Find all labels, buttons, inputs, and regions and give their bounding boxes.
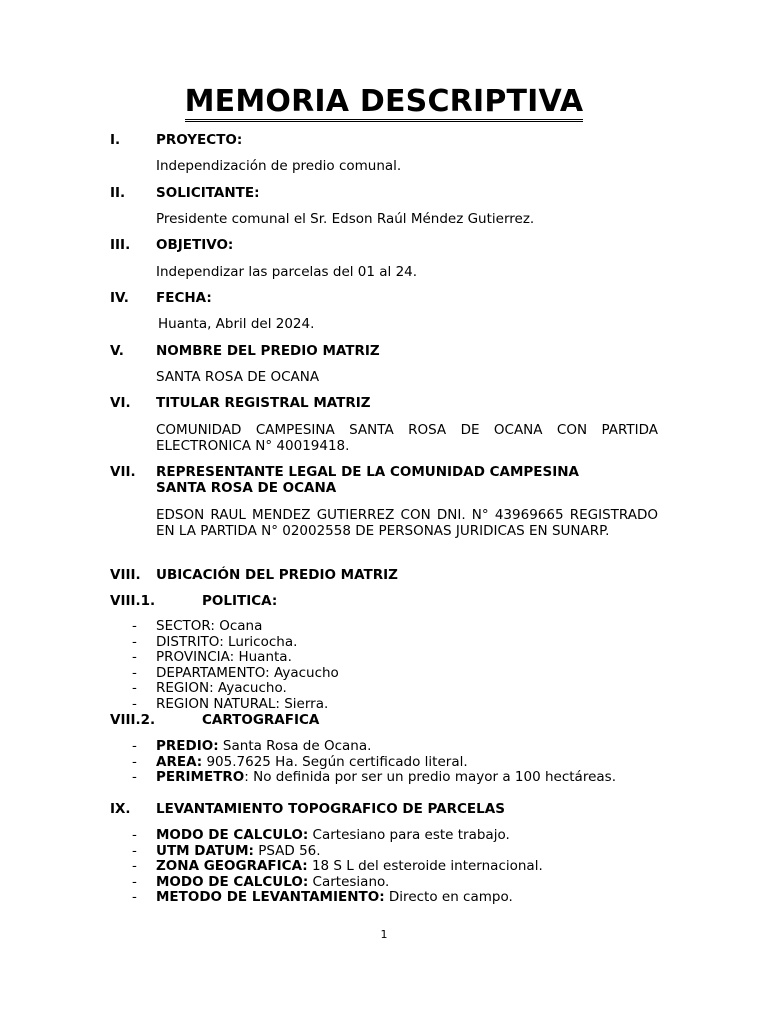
politica-list <box>132 619 339 712</box>
list-item: - DEPARTAMENTO: Ayacucho <box>132 664 339 681</box>
section-number: IV. <box>110 290 129 306</box>
section-number: IX. <box>110 801 131 817</box>
section-text-fecha: Huanta, Abril del 2024. <box>158 316 315 332</box>
subsection-number: VIII.1. <box>110 593 156 609</box>
section-label: TITULAR REGISTRAL MATRIZ <box>156 395 371 411</box>
section-text-titular: COMUNIDAD CAMPESINA SANTA ROSA DE OCANA CON PARTIDA ELECTRONICA N° 40019418. <box>156 422 658 454</box>
section-number: III. <box>110 237 131 253</box>
section-label: NOMBRE DEL PREDIO MATRIZ <box>156 343 380 359</box>
list-item: - METODO DE LEVANTAMIENTO: Directo en campo. <box>132 889 513 905</box>
list-item: - PERIMETRO: No definida por ser un predio mayor a 100 hectáreas. <box>132 769 616 785</box>
section-text-nombre-predio: SANTA ROSA DE OCANA <box>156 369 320 385</box>
section-number: VIII. <box>110 567 141 583</box>
list-item: - UTM DATUM: PSAD 56. <box>132 842 321 859</box>
page-number: 1 <box>380 928 388 941</box>
section-label: LEVANTAMIENTO TOPOGRAFICO DE PARCELAS <box>156 801 505 817</box>
section-number: VII. <box>110 464 136 480</box>
list-item: - REGION NATURAL: Sierra. <box>132 695 329 712</box>
list-item: - DISTRITO: Luricocha. <box>132 633 298 650</box>
section-text-proyecto: Independización de predio comunal. <box>156 158 402 174</box>
list-item: - MODO DE CALCULO: Cartesiano. <box>132 873 390 890</box>
section-number: V. <box>110 343 124 359</box>
section-text-representante: EDSON RAUL MENDEZ GUTIERREZ CON DNI. N° 43969665 REGISTRADO EN LA PARTIDA N° 02002558 DE PERSONAS JURIDICAS EN SUNARP. <box>156 507 658 539</box>
section-label: REPRESENTANTE LEGAL DE LA COMUNIDAD CAMPESINA SANTA ROSA DE OCANA <box>156 464 580 496</box>
list-item: - REGION: Ayacucho. <box>132 680 287 696</box>
section-text-solicitante: Presidente comunal el Sr. Edson Raúl Méndez Gutierrez. <box>156 211 535 227</box>
section-label: OBJETIVO: <box>156 237 234 253</box>
document-title: MEMORIA DESCRIPTIVA <box>0 84 768 122</box>
list-item: - AREA: 905.7625 Ha. Según certificado literal. <box>132 753 468 770</box>
subsection-number: VIII.2. <box>110 712 156 728</box>
section-text-objetivo: Independizar las parcelas del 01 al 24. <box>156 264 418 280</box>
section-label: FECHA: <box>156 290 212 306</box>
section-label: SOLICITANTE: <box>156 185 260 201</box>
levantamiento-list <box>132 828 543 906</box>
section-label: PROYECTO: <box>156 132 243 148</box>
cartografica-list <box>132 739 616 786</box>
subsection-label: CARTOGRAFICA <box>202 712 320 728</box>
list-item: - PREDIO: Santa Rosa de Ocana. <box>132 738 372 754</box>
section-number: II. <box>110 185 126 201</box>
list-item: - ZONA GEOGRAFICA: 18 S L del esteroide internacional. <box>132 858 543 874</box>
section-number: VI. <box>110 395 131 411</box>
list-item: - PROVINCIA: Huanta. <box>132 649 292 665</box>
section-number: I. <box>110 132 121 148</box>
subsection-label: POLITICA: <box>202 593 278 609</box>
list-item: - SECTOR: Ocana <box>132 618 263 634</box>
list-item: - MODO DE CALCULO: Cartesiano para este trabajo. <box>132 827 510 843</box>
section-label: UBICACIÓN DEL PREDIO MATRIZ <box>156 567 398 583</box>
